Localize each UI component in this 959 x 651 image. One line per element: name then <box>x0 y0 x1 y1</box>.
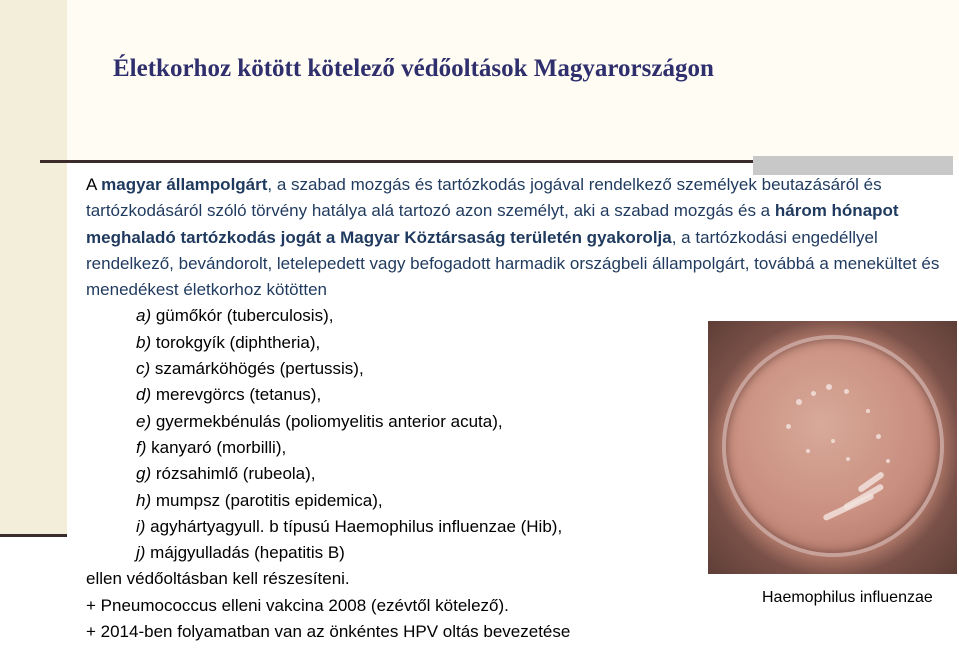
colony-dot <box>806 449 810 453</box>
colony-dot <box>796 399 802 405</box>
hpv-line: + 2014-ben folyamatban van az önkéntes HPV oltás bevezetése <box>86 622 571 642</box>
colony-dot <box>866 409 870 413</box>
list-item-letter: b) <box>136 332 152 352</box>
image-caption: Haemophilus influenzae <box>762 589 933 606</box>
list-item-text: agyhártyagyull. b típusú Haemophilus influenzae (Hib), <box>145 516 563 536</box>
list-item-letter: d) <box>136 385 152 405</box>
list-item-text: gümőkór (tuberculosis), <box>151 306 334 326</box>
colony-dot <box>876 434 881 439</box>
intro-bold-citizen: magyar állampolgárt <box>101 175 268 194</box>
colony-dot <box>886 459 890 463</box>
list-item-letter: h) <box>136 490 152 510</box>
pneumococcus-line: + Pneumococcus elleni vakcina 2008 (ezévtől kötelező). <box>86 595 509 615</box>
colony-dot <box>844 389 849 394</box>
list-item-text: merevgörcs (tetanus), <box>151 385 322 405</box>
page-title: Életkorhoz kötött kötelező védőoltások Magyarországon <box>113 55 714 82</box>
colony-dot <box>846 457 850 461</box>
bacteria-culture-photo <box>708 321 957 574</box>
list-item-text: torokgyík (diphtheria), <box>151 332 321 352</box>
sidebar-bottom-line <box>0 534 67 537</box>
intro-bold-residence: három hónapot meghaladó tartózkodás jogát a Magyar Köztársaság területén gyakorolja <box>86 201 899 247</box>
list-item-letter: e) <box>136 411 152 431</box>
list-item-text: rózsahimlő (rubeola), <box>151 464 316 484</box>
list-item-text: mumpsz (parotitis epidemica), <box>151 490 383 510</box>
petri-dish <box>726 339 940 553</box>
intro-text-2: , a szabad mozgás és tartózkodás jogával rendelkező személyek beutazásáról és tartózkodásáról szóló törvény hatálya alá tartozó azon személyt, aki a szabad mozgás és a <box>86 175 882 221</box>
colony-dot <box>831 439 835 443</box>
list-item-text: gyermekbénulás (poliomyelitis anterior acuta), <box>151 411 503 431</box>
list-item-letter: g) <box>136 464 152 484</box>
colony-streak <box>822 493 874 522</box>
list-item-letter: a) <box>136 306 152 326</box>
list-item-letter: j) <box>136 543 146 563</box>
list-item-letter: f) <box>136 437 147 457</box>
list-item-letter: c) <box>136 359 151 379</box>
intro-paragraph <box>86 172 946 303</box>
list-item-text: májgyulladás (hepatitis B) <box>145 543 345 563</box>
list-item-text: szamárköhögés (pertussis), <box>150 359 364 379</box>
colony-dot <box>826 384 832 390</box>
list-item-letter: i) <box>136 516 146 536</box>
title-divider <box>40 160 753 163</box>
closing-line: ellen védőoltásban kell részesíteni. <box>86 569 350 589</box>
intro-text-3: , a tartózkodási engedéllyel rendelkező, bevándorolt, letelepedett vagy befogadott harmadik országbeli állampolgárt, továbbá a menekültet és menedékest életkorhoz kötötten <box>86 227 940 300</box>
colony-dot <box>811 391 816 396</box>
list-item-text: kanyaró (morbilli), <box>146 437 287 457</box>
sidebar-decoration <box>0 0 67 534</box>
intro-text-1: A <box>86 175 102 194</box>
colony-dot <box>786 424 791 429</box>
